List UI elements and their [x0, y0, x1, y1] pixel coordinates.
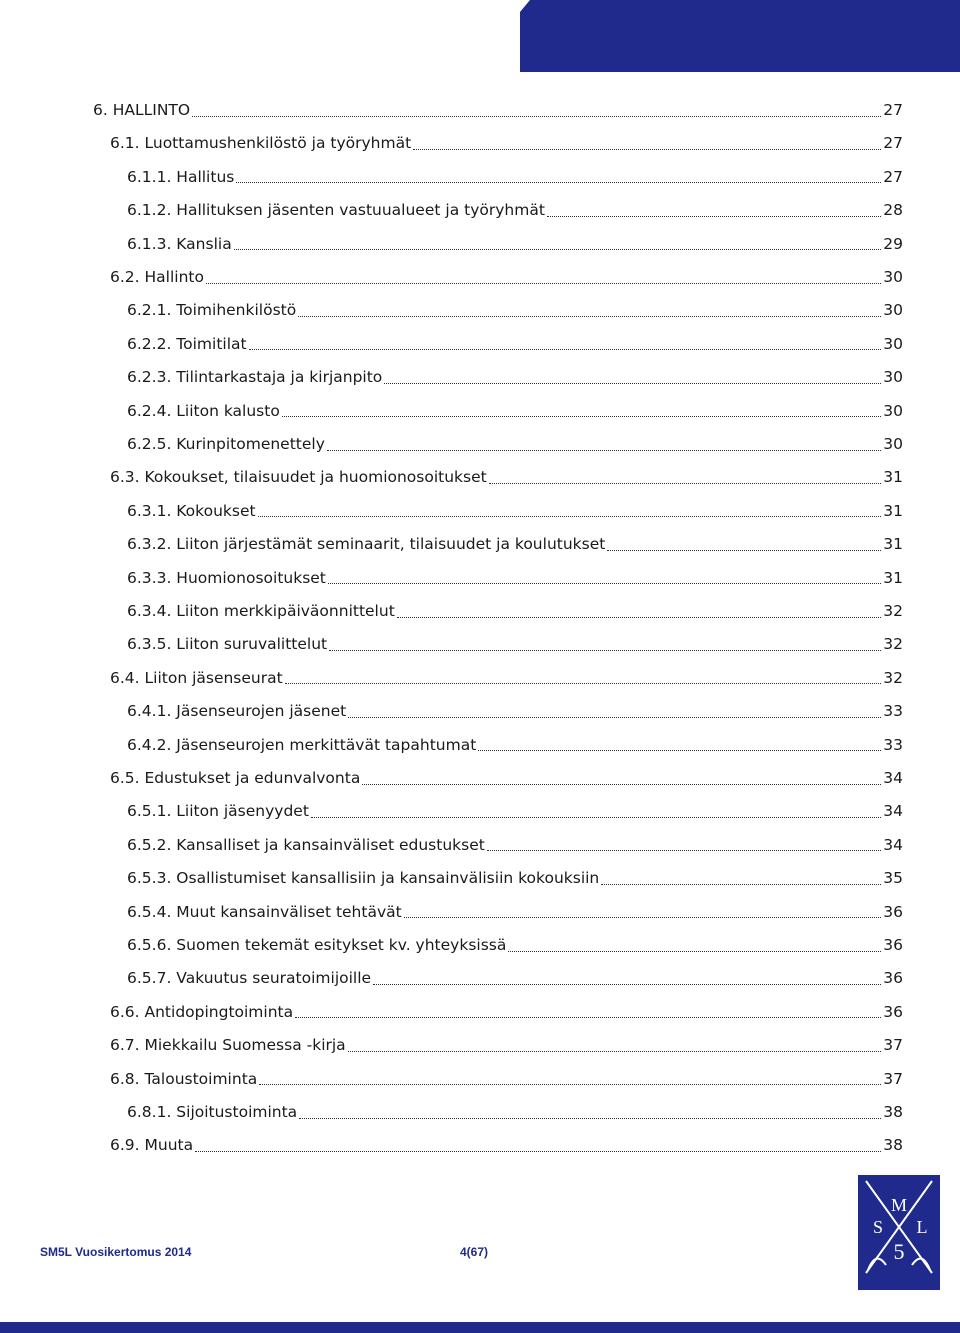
toc-entry-label: 6.4.2. Jäsenseurojen merkittävät tapahtumat: [127, 735, 477, 754]
toc-entry-page: 38: [883, 1103, 903, 1121]
toc-leader-dots: [478, 750, 881, 751]
toc-entry-label: 6.2.1. Toimihenkilöstö: [127, 301, 297, 320]
toc-entry-page: 32: [883, 668, 903, 687]
toc-entry-page: 35: [883, 869, 903, 888]
toc-entry-page: 30: [883, 401, 903, 420]
toc-entry-label: 6.7. Miekkailu Suomessa -kirja: [110, 1036, 346, 1055]
toc-entry-label: 6.3.1. Kokoukset: [127, 501, 256, 520]
toc-entry-label: 6.5.7. Vakuutus seuratoimijoille: [127, 969, 372, 988]
header-band-white: [0, 0, 520, 72]
toc-entry-page: 36: [883, 969, 903, 988]
toc-entry-label: 6.4. Liiton jäsenseurat: [110, 668, 283, 687]
toc-entry[interactable]: [127, 362, 903, 392]
toc-leader-dots: [384, 383, 881, 384]
toc-entry-label: 6.2. Hallinto: [110, 268, 204, 286]
toc-entry[interactable]: [127, 863, 903, 893]
toc-entry-page: 30: [883, 334, 903, 353]
toc-entry[interactable]: [127, 796, 903, 826]
toc-entry[interactable]: [110, 1030, 903, 1060]
toc-entry[interactable]: [127, 496, 903, 526]
toc-entry-label: 6.2.3. Tilintarkastaja ja kirjanpito: [127, 368, 383, 387]
toc-entry-page: 32: [883, 635, 903, 654]
footer-band: [0, 1322, 960, 1333]
toc-entry-label: 6.3. Kokoukset, tilaisuudet ja huomionosoitukset: [110, 468, 487, 487]
toc-entry-label: 6.1.2. Hallituksen jäsenten vastuualueet ja työryhmät: [127, 201, 545, 220]
toc-entry[interactable]: [127, 830, 903, 860]
toc-leader-dots: [295, 1017, 881, 1018]
toc-entry-page: 38: [883, 1136, 903, 1155]
toc-entry-page: 34: [883, 802, 903, 821]
toc-entry-label: 6.5. Edustukset ja edunvalvonta: [110, 769, 361, 787]
toc-entry-label: 6.5.2. Kansalliset ja kansainväliset edustukset: [127, 835, 485, 854]
toc-leader-dots: [547, 216, 881, 217]
toc-entry-label: 6.6. Antidopingtoiminta: [110, 1002, 294, 1021]
toc-entry[interactable]: [110, 128, 903, 158]
toc-entry-label: 6.1. Luottamushenkilöstö ja työryhmät: [110, 134, 412, 153]
toc-entry-label: 6.5.4. Muut kansainväliset tehtävät: [127, 902, 402, 921]
toc-leader-dots: [311, 817, 881, 818]
toc-entry-label: 6.2.4. Liiton kalusto: [127, 401, 280, 420]
toc-leader-dots: [404, 917, 881, 918]
toc-entry[interactable]: [93, 95, 903, 125]
logo-letter-left: S: [872, 1217, 884, 1237]
toc-entry-label: 6.2.5. Kurinpitomenettely: [127, 435, 325, 453]
toc-leader-dots: [195, 1151, 881, 1152]
toc-entry[interactable]: [127, 696, 903, 726]
toc-entry-label: 6.9. Muuta: [110, 1136, 194, 1155]
toc-entry-label: 6.5.1. Liiton jäsenyydet: [127, 802, 309, 821]
toc-entry[interactable]: [110, 663, 903, 693]
toc-entry[interactable]: [127, 329, 903, 359]
toc-entry-page: 28: [883, 201, 903, 220]
toc-entry-page: 36: [883, 1002, 903, 1021]
toc-entry-page: 36: [883, 936, 903, 954]
toc-leader-dots: [489, 483, 881, 484]
logo-letter-top: M: [890, 1195, 908, 1215]
toc-leader-dots: [192, 116, 881, 117]
toc-entry-page: 33: [883, 735, 903, 754]
toc-entry-page: 27: [883, 134, 903, 153]
toc-entry-label: 6.8.1. Sijoitustoiminta: [127, 1103, 298, 1121]
toc-entry-label: 6.8. Taloustoiminta: [110, 1069, 258, 1088]
toc-leader-dots: [348, 717, 881, 718]
toc-entry[interactable]: [127, 563, 903, 593]
header-band-slant: [470, 0, 530, 72]
toc-entry-page: 36: [883, 902, 903, 921]
toc-entry-page: 32: [883, 602, 903, 620]
toc-entry[interactable]: [127, 596, 903, 626]
toc-entry-label: 6.3.5. Liiton suruvalittelut: [127, 635, 328, 654]
toc-entry[interactable]: [110, 1064, 903, 1094]
toc-entry[interactable]: [127, 162, 903, 192]
toc-entry-page: 30: [883, 368, 903, 387]
footer-report-title: SM5L Vuosikertomus 2014: [40, 1245, 192, 1259]
toc-leader-dots: [487, 850, 881, 851]
toc-entry-page: 29: [883, 234, 903, 253]
toc-entry[interactable]: [127, 229, 903, 259]
toc-entry[interactable]: [127, 1097, 903, 1127]
toc-entry[interactable]: [127, 195, 903, 225]
toc-leader-dots: [234, 249, 881, 250]
toc-entry[interactable]: [110, 997, 903, 1027]
toc-leader-dots: [236, 182, 881, 183]
toc-entry-label: 6.1.1. Hallitus: [127, 167, 235, 186]
toc-leader-dots: [299, 1118, 881, 1119]
toc-entry[interactable]: [110, 1130, 903, 1160]
toc-entry-label: 6.5.6. Suomen tekemät esitykset kv. yhteyksissä: [127, 936, 507, 954]
toc-entry[interactable]: [127, 396, 903, 426]
toc-entry-label: 6.5.3. Osallistumiset kansallisiin ja kansainvälisiin kokouksiin: [127, 869, 600, 888]
toc-leader-dots: [328, 583, 881, 584]
toc-leader-dots: [362, 784, 881, 785]
sm5l-logo: [858, 1175, 940, 1290]
toc-entry-page: 27: [883, 167, 903, 186]
toc-entry-page: 37: [883, 1069, 903, 1088]
toc-entry-page: 37: [883, 1036, 903, 1055]
toc-entry-page: 30: [883, 435, 903, 453]
toc-leader-dots: [327, 450, 881, 451]
toc-leader-dots: [413, 149, 881, 150]
toc-entry-label: 6.3.2. Liiton järjestämät seminaarit, tilaisuudet ja koulutukset: [127, 535, 606, 554]
toc-entry-page: 31: [883, 501, 903, 520]
toc-entry-label: 6. HALLINTO: [93, 101, 191, 119]
toc-entry[interactable]: [127, 529, 903, 559]
toc-leader-dots: [601, 884, 881, 885]
logo-number: 5: [893, 1239, 905, 1264]
toc-entry[interactable]: [127, 963, 903, 993]
toc-entry[interactable]: [127, 629, 903, 659]
toc-entry-label: 6.3.4. Liiton merkkipäiväonnittelut: [127, 602, 395, 620]
toc-leader-dots: [373, 984, 881, 985]
toc-entry-page: 31: [883, 468, 903, 487]
toc-leader-dots: [282, 416, 881, 417]
toc-leader-dots: [298, 316, 881, 317]
toc-entry-page: 34: [883, 769, 903, 787]
toc-entry-page: 31: [883, 568, 903, 587]
toc-entry[interactable]: [110, 262, 903, 292]
toc-entry-page: 31: [883, 535, 903, 554]
toc-entry-label: 6.4.1. Jäsenseurojen jäsenet: [127, 702, 347, 721]
toc-leader-dots: [508, 951, 881, 952]
toc-entry[interactable]: [110, 763, 903, 793]
toc-entry[interactable]: [127, 295, 903, 325]
toc-leader-dots: [258, 516, 881, 517]
toc-leader-dots: [348, 1051, 881, 1052]
toc-leader-dots: [329, 650, 881, 651]
toc-leader-dots: [285, 683, 881, 684]
toc-leader-dots: [206, 283, 881, 284]
toc-entry[interactable]: [127, 429, 903, 459]
toc-entry[interactable]: [110, 462, 903, 492]
logo-letter-right: L: [916, 1217, 928, 1237]
toc-leader-dots: [397, 617, 881, 618]
toc-leader-dots: [259, 1084, 881, 1085]
toc-entry[interactable]: [127, 897, 903, 927]
toc-entry-label: 6.1.3. Kanslia: [127, 234, 232, 253]
toc-entry-label: 6.2.2. Toimitilat: [127, 334, 247, 353]
toc-leader-dots: [249, 349, 881, 350]
toc-entry-page: 33: [883, 702, 903, 721]
toc-entry-page: 30: [883, 301, 903, 320]
toc-entry[interactable]: [127, 730, 903, 760]
toc-leader-dots: [607, 550, 881, 551]
footer-page-indicator: 4(67): [460, 1245, 489, 1259]
toc-entry-page: 34: [883, 835, 903, 854]
logo-background: [858, 1175, 940, 1290]
toc-entry-label: 6.3.3. Huomionosoitukset: [127, 568, 326, 587]
toc-entry[interactable]: [127, 930, 903, 960]
toc-entry-page: 30: [883, 268, 903, 286]
toc-entry-page: 27: [883, 101, 903, 119]
